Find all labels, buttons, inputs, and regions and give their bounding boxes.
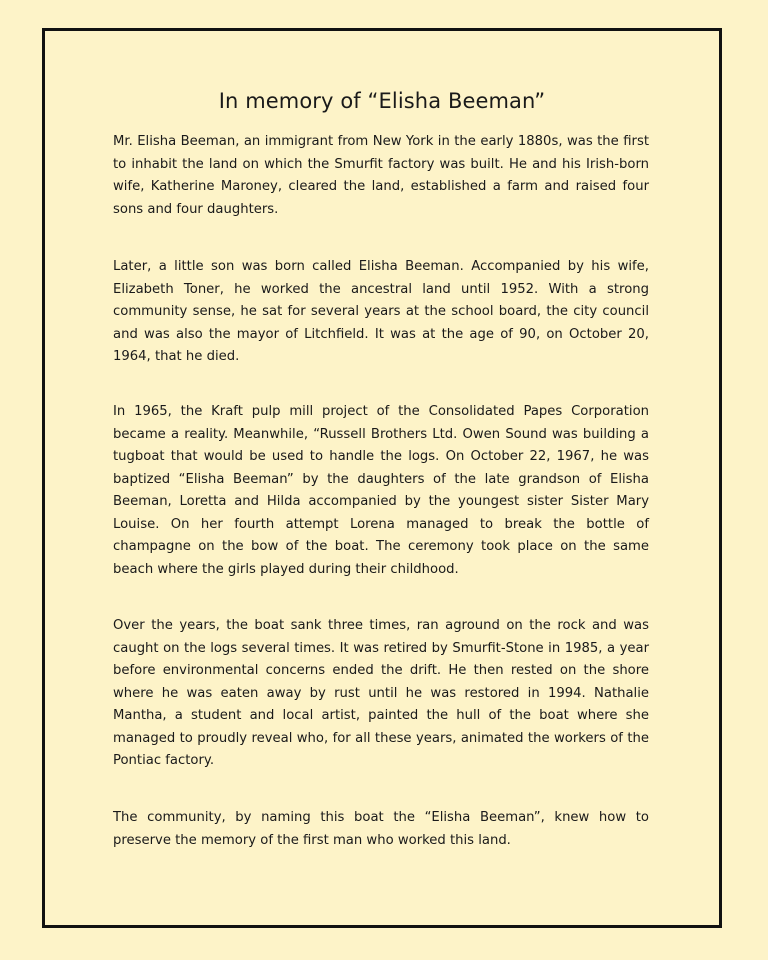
paragraph-2: Later, a little son was born called Elisha Beeman. Accompanied by his wife, Elizabeth Toner, he worked the ancestral land until 1952. With a strong community sense, he sat for several years at the school board, the city council and was also the mayor of Litchfield. It was at the age of 90, on October 20, 1964, that he died. xyxy=(113,259,649,364)
paragraph-5: The community, by naming this boat the “Elisha Beeman”, knew how to preserve the memory of the first man who worked this land. xyxy=(113,810,649,848)
document-frame xyxy=(42,28,722,928)
paragraph-3: In 1965, the Kraft pulp mill project of the Consolidated Papes Corporation became a reality. Meanwhile, “Russell Brothers Ltd. Owen Sound was building a tugboat that would be used to handle the logs. On October 22, 1967, he was baptized “Elisha Beeman” by the daughters of the late grandson of Elisha Beeman, Loretta and Hilda accompanied by the youngest sister Sister Mary Louise. On her fourth attempt Lorena managed to break the bottle of champagne on the bow of the boat. The ceremony took place on the same beach where the girls played during their childhood. xyxy=(113,404,649,577)
paragraph-1: Mr. Elisha Beeman, an immigrant from New York in the early 1880s, was the first to inhabit the land on which the Smurfit factory was built. He and his Irish-born wife, Katherine Maroney, cleared the land, established a farm and raised four sons and four daughters. xyxy=(113,134,649,217)
document-title: In memory of “Elisha Beeman” xyxy=(218,89,546,113)
paragraph-4: Over the years, the boat sank three times, ran aground on the rock and was caught on the logs several times. It was retired by Smurfit-Stone in 1985, a year before environmental concerns ended the drift. He then rested on the shore where he was eaten away by rust until he was restored in 1994. Nathalie Mantha, a student and local artist, painted the hull of the boat where she managed to proudly reveal who, for all these years, animated the workers of the Pontiac factory. xyxy=(113,618,649,768)
